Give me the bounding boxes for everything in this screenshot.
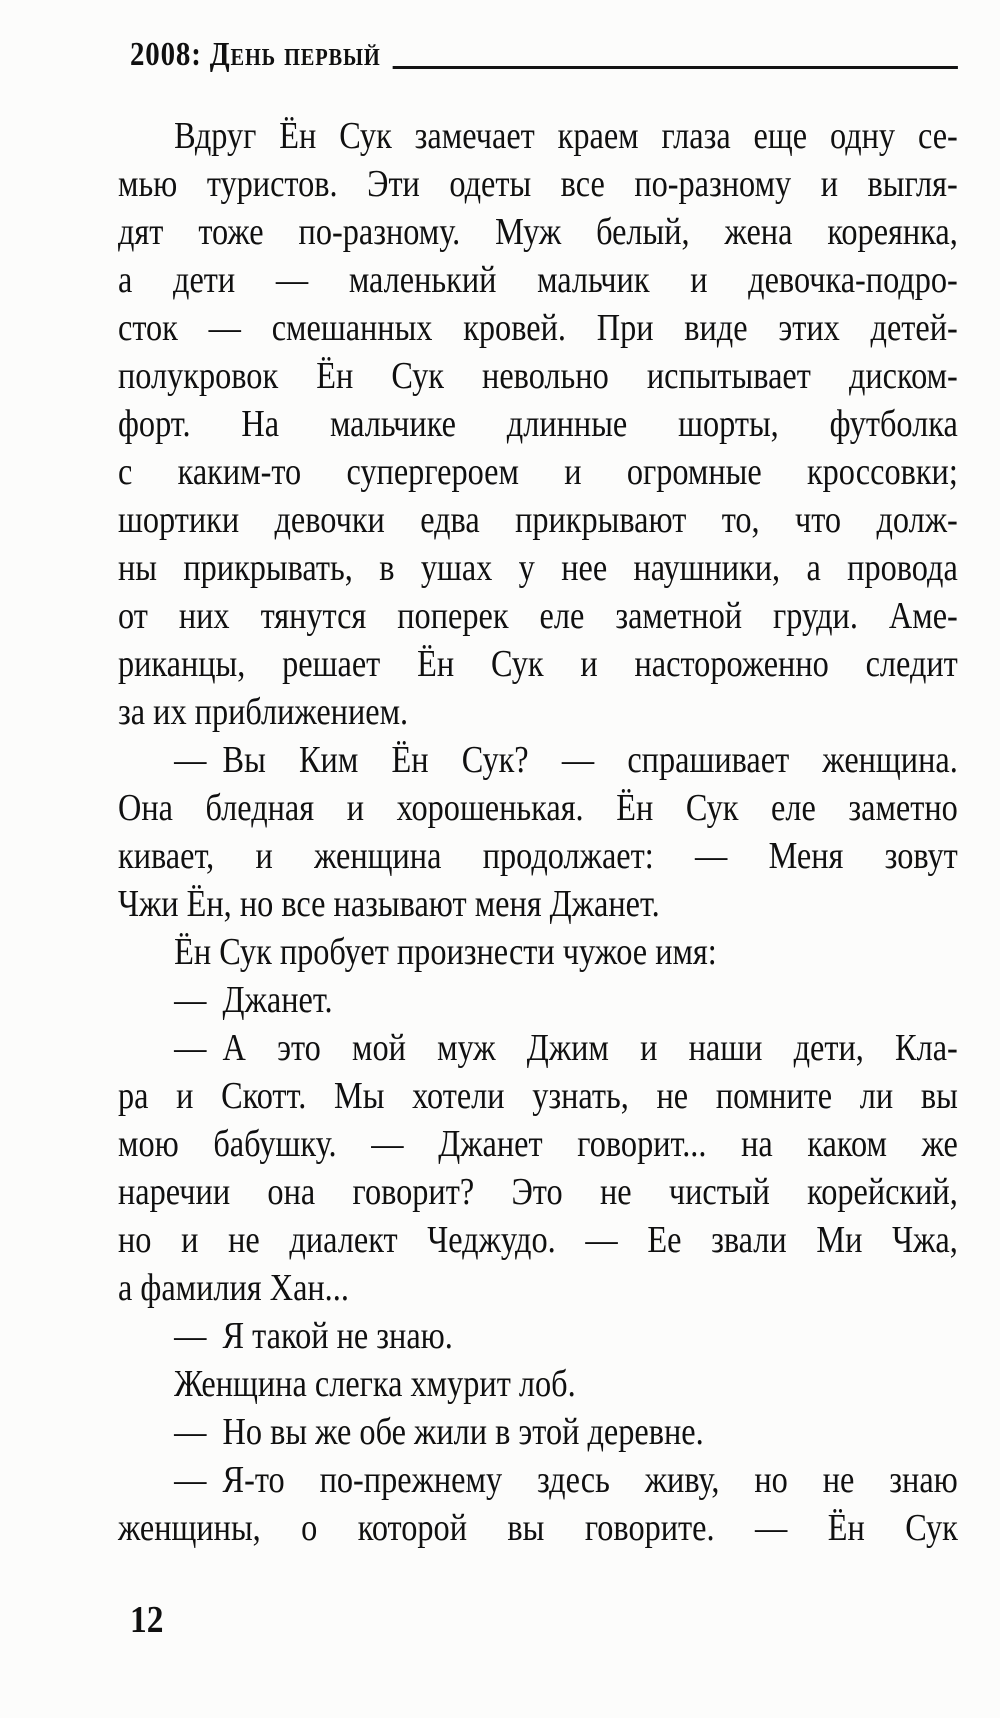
text-line: за их приближением. <box>118 691 409 733</box>
header-rule <box>393 66 958 69</box>
text-line: кивает, и женщина продолжает: — Меня зовут <box>118 835 958 877</box>
text-line: — Но вы же обе жили в этой деревне. <box>174 1411 704 1453</box>
text-line: мою бабушку. — Джанет говорит... на каком же <box>118 1123 958 1165</box>
text-line: Она бледная и хорошенькая. Ён Сук еле заметно <box>118 787 958 829</box>
text-line: наречии она говорит? Это не чистый корейский, <box>118 1171 958 1213</box>
text-line: — Джанет. <box>174 979 333 1021</box>
text-line: но и не диалект Чеджудо. — Ее звали Ми Чжа, <box>118 1219 958 1261</box>
page-number: 12 <box>130 1599 164 1641</box>
text-line: а фамилия Хан... <box>118 1267 349 1309</box>
text-line: шортики девочки едва прикрывают то, что долж- <box>118 499 958 541</box>
text-line: — Вы Ким Ён Сук? — спрашивает женщина. <box>174 739 958 781</box>
running-header <box>130 38 958 72</box>
body-text <box>118 112 958 1552</box>
text-line: ра и Скотт. Мы хотели узнать, не помните ли вы <box>118 1075 958 1117</box>
text-line: с каким-то супергероем и огромные кроссовки; <box>118 451 958 493</box>
text-line: Ён Сук пробует произнести чужое имя: <box>174 931 717 973</box>
chapter-title: 2008: День первый <box>130 36 381 73</box>
text-line: форт. На мальчике длинные шорты, футболка <box>118 403 958 445</box>
text-line: полукровок Ён Сук невольно испытывает диском- <box>118 355 958 397</box>
text-line: — Я-то по-прежнему здесь живу, но не знаю <box>174 1459 958 1501</box>
text-line: Женщина слегка хмурит лоб. <box>174 1363 576 1405</box>
text-line: — А это мой муж Джим и наши дети, Кла- <box>174 1027 958 1069</box>
text-line: мью туристов. Эти одеты все по-разному и выгля- <box>118 163 958 205</box>
text-line: — Я такой не знаю. <box>174 1315 453 1357</box>
text-line: дят тоже по-разному. Муж белый, жена кореянка, <box>118 211 958 253</box>
text-line: женщины, о которой вы говорите. — Ён Сук <box>118 1507 958 1549</box>
text-line: сток — смешанных кровей. При виде этих детей- <box>118 307 958 349</box>
text-line: Чжи Ён, но все называют меня Джанет. <box>118 883 660 925</box>
text-line: а дети — маленький мальчик и девочка-подро- <box>118 259 958 301</box>
text-line: Вдруг Ён Сук замечает краем глаза еще одну се- <box>174 115 958 157</box>
text-line: риканцы, решает Ён Сук и настороженно следит <box>118 643 958 685</box>
text-line: ны прикрывать, в ушах у нее наушники, а провода <box>118 547 958 589</box>
text-line: от них тянутся поперек еле заметной груди. Аме- <box>118 595 958 637</box>
